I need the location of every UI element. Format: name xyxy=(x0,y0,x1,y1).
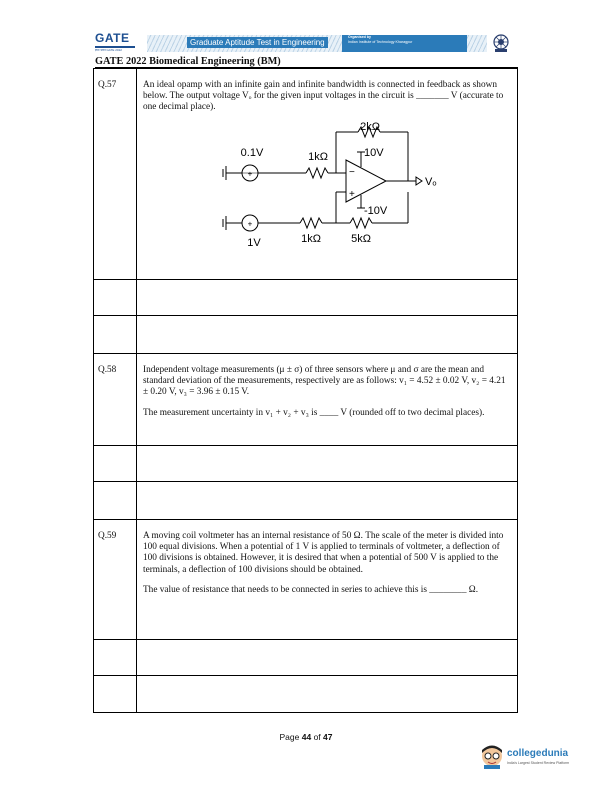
opamp-circuit-diagram xyxy=(218,120,438,250)
gate-logo-sub: ज्ञान भवन GATE 2022 xyxy=(95,48,122,52)
brand-name: collegedunia xyxy=(507,748,569,759)
label-supply-pos: 10V xyxy=(364,146,384,159)
question-body xyxy=(137,354,518,446)
iit-emblem-icon xyxy=(491,33,511,53)
resistor-top xyxy=(306,168,328,178)
opamp-plus: + xyxy=(349,188,355,200)
gate-logo xyxy=(95,31,143,59)
page-header xyxy=(95,31,515,59)
label-v2: 1V xyxy=(247,236,261,249)
question-text: Independent voltage measurements (μ ± σ) of three sensors where μ and σ are the mean and standard deviation of the measurements, respectively are as follows: v₁ = 4.52 ± 0.02 V, v₂ = 4.21 ± 0.20 V, v₃ = 3.96 ± 0.15 V. xyxy=(143,365,506,398)
resistor-bottom xyxy=(300,218,322,228)
blank-row xyxy=(94,676,518,713)
opamp-minus: − xyxy=(349,166,355,178)
blank-row xyxy=(94,482,518,520)
gate-logo-text: GATE xyxy=(95,31,130,45)
blank-row xyxy=(94,640,518,676)
label-r-in-top: 1kΩ xyxy=(308,150,328,163)
output-terminal-icon xyxy=(416,177,422,185)
total-pages: 47 xyxy=(323,732,333,742)
label-output: Vₒ xyxy=(425,175,437,188)
question-number: Q.57 xyxy=(94,69,137,280)
blank-row xyxy=(94,446,518,482)
question-row xyxy=(94,520,518,640)
question-row xyxy=(94,354,518,446)
question-text: The value of resistance that needs to be connected in series to achieve this is ________ Ω. xyxy=(143,584,479,595)
label-r-feedback: 2kΩ xyxy=(360,120,380,133)
header-banner xyxy=(147,35,487,52)
source-sign: + xyxy=(247,219,253,229)
label-r-ground: 5kΩ xyxy=(351,232,371,245)
question-text: An ideal opamp with an infinite gain and infinite bandwidth is connected in feedback as shown below. The output voltage Vₒ for the given input voltages in the circuit is _______ V (accurate to one decimal place). xyxy=(143,80,504,113)
label-supply-neg: -10V xyxy=(364,204,388,217)
mascot-icon xyxy=(480,743,504,769)
page-number: Page 44 of 47 xyxy=(279,732,333,742)
resistor-ground xyxy=(350,218,372,228)
ground-icon xyxy=(223,216,226,230)
label-r-in-bottom: 1kΩ xyxy=(301,232,321,245)
question-table xyxy=(93,68,518,713)
blank-row xyxy=(94,316,518,354)
question-text: The measurement uncertainty in v₁ + v₂ + v₃ is ____ V (rounded off to two decimal places). xyxy=(143,407,485,418)
source-sign: + xyxy=(247,169,253,179)
question-number: Q.58 xyxy=(94,354,137,446)
question-body xyxy=(137,520,518,640)
question-row xyxy=(94,69,518,280)
current-page: 44 xyxy=(301,732,312,742)
question-number: Q.59 xyxy=(94,520,137,640)
ground-icon xyxy=(223,166,226,180)
organizer-box xyxy=(342,35,467,52)
brand-tagline: India's Largest Student Review Platform xyxy=(507,761,570,765)
organizer-label: Organised by xyxy=(348,35,371,39)
question-body xyxy=(137,69,518,280)
banner-title: Graduate Aptitude Test in Engineering xyxy=(187,37,328,48)
label-v1: 0.1V xyxy=(240,146,264,159)
question-text: A moving coil voltmeter has an internal resistance of 50 Ω. The scale of the meter is divided into 100 equal divisions. When a potential of 1 V is applied to terminals of voltmeter, a deflection of 100 divisions is obtained. However, it is desired that when a potential of 500 V is applied to the terminals, a deflection of 100 divisions should be obtained. xyxy=(143,531,504,575)
collegedunia-brand xyxy=(480,743,600,773)
blank-row xyxy=(94,280,518,316)
paper-title: GATE 2022 Biomedical Engineering (BM) xyxy=(95,56,281,67)
organizer-name: Indian Institute of Technology Kharagpur xyxy=(348,40,413,44)
